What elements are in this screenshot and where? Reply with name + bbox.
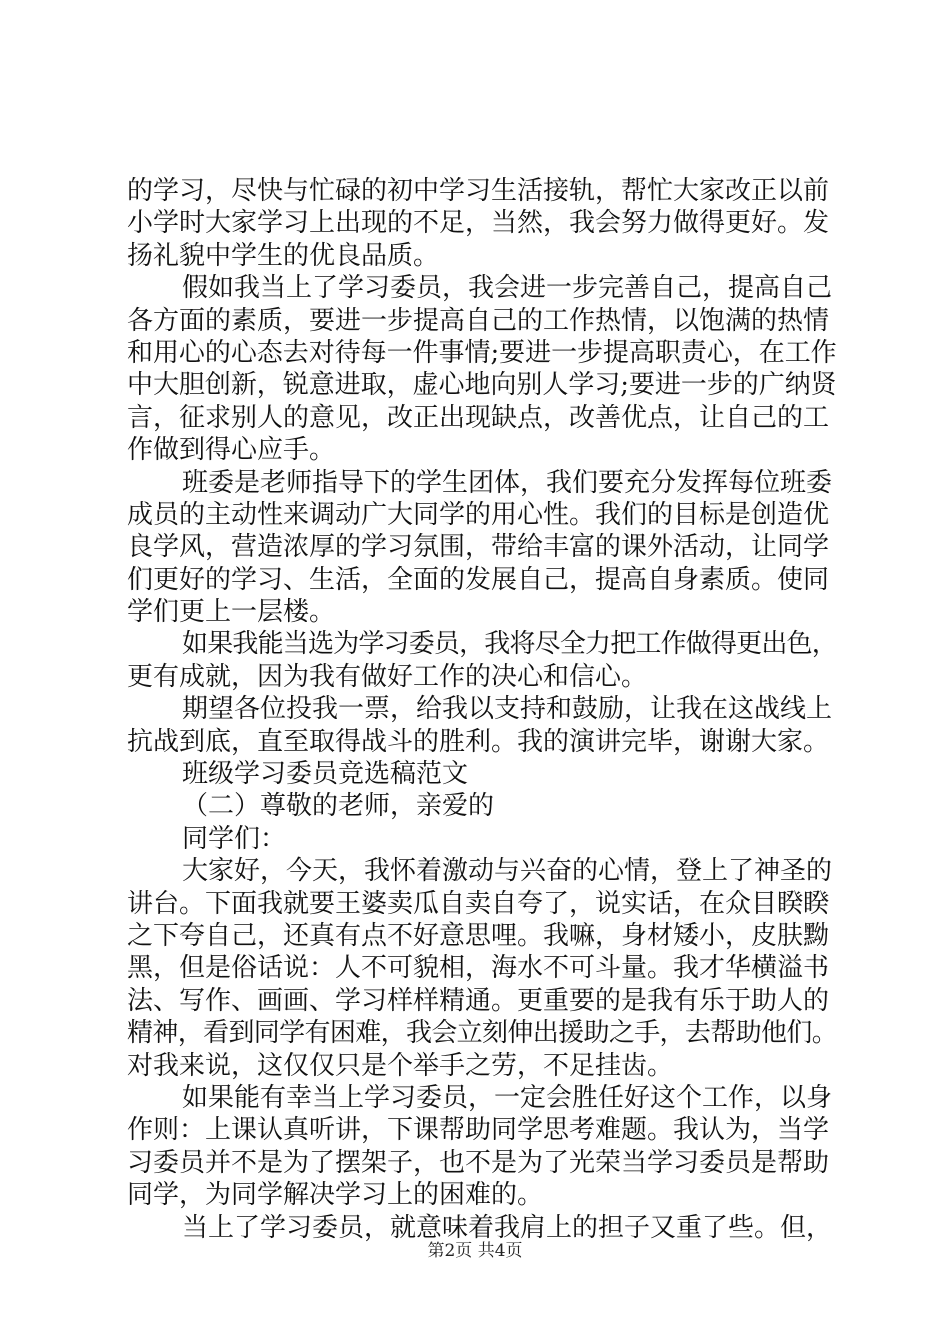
- page-footer: [0, 1240, 950, 1262]
- text-line: 各方面的素质，要进一步提高自己的工作热情，以饱满的热情: [127, 305, 830, 336]
- text-line: 良学风，营造浓厚的学习氛围，带给丰富的课外活动，让同学: [127, 532, 830, 563]
- text-line: 如果我能当选为学习委员，我将尽全力把工作做得更出色，: [182, 629, 837, 660]
- text-line: 黑，但是俗话说：人不可貌相，海水不可斗量。我才华横溢书: [127, 953, 830, 984]
- text-line: 假如我当上了学习委员，我会进一步完善自己，提高自己: [182, 273, 833, 304]
- text-line: 和用心的心态去对待每一件事情;要进一步提高职责心，在工作: [127, 337, 837, 368]
- text-line: 们更好的学习、生活，全面的发展自己，提高自身素质。使同: [127, 564, 830, 595]
- text-line: 成员的主动性来调动广大同学的用心性。我们的目标是创造优: [127, 499, 830, 530]
- text-line: 言，征求别人的意见，改正出现缺点，改善优点，让自己的工: [127, 402, 830, 433]
- text-line: 如果能有幸当上学习委员，一定会胜任好这个工作，以身: [182, 1082, 833, 1113]
- text-line: 班委是老师指导下的学生团体，我们要充分发挥每位班委: [182, 467, 833, 498]
- text-line: 对我来说，这仅仅只是个举手之劳，不足挂齿。: [127, 1050, 674, 1081]
- text-line: 小学时大家学习上出现的不足，当然，我会努力做得更好。发: [127, 208, 830, 239]
- text-line: 更有成就，因为我有做好工作的决心和信心。: [127, 661, 648, 692]
- text-line: 之下夸自己，还真有点不好意思哩。我嘛，身材矮小，皮肤黝: [127, 920, 830, 951]
- text-line: 扬礼貌中学生的优良品质。: [127, 240, 440, 271]
- text-line: 当上了学习委员，就意味着我肩上的担子又重了些。但，: [182, 1212, 833, 1243]
- text-line: 期望各位投我一票，给我以支持和鼓励，让我在这战线上: [182, 694, 833, 725]
- text-line: 同学们：: [182, 823, 287, 854]
- page-number: 第2页 共4页: [427, 1241, 523, 1261]
- text-line: 法、写作、画画、学习样样精通。更重要的是我有乐于助人的: [127, 985, 830, 1016]
- text-line: 中大胆创新，锐意进取，虚心地向别人学习;要进一步的广纳贤: [127, 370, 837, 401]
- text-line: 同学，为同学解决学习上的困难的。: [127, 1180, 544, 1211]
- text-line: 抗战到底，直至取得战斗的胜利。我的演讲完毕，谢谢大家。: [127, 726, 830, 757]
- text-line: 大家好，今天，我怀着激动与兴奋的心情，登上了神圣的: [182, 856, 833, 887]
- text-line: 作则：上课认真听讲，下课帮助同学思考难题。我认为，当学: [127, 1115, 830, 1146]
- text-line: 班级学习委员竞选稿范文: [182, 759, 469, 790]
- text-line: 的学习，尽快与忙碌的初中学习生活接轨，帮忙大家改正以前: [127, 176, 830, 206]
- text-line: 学们更上一层楼。: [127, 597, 336, 628]
- document-body: [127, 175, 837, 1244]
- text-line: 习委员并不是为了摆架子，也不是为了光荣当学习委员是帮助: [127, 1147, 830, 1178]
- text-line: （二）尊敬的老师，亲爱的: [182, 791, 495, 822]
- text-line: 精神，看到同学有困难，我会立刻伸出援助之手，去帮助他们。: [127, 1018, 838, 1049]
- text-line: 讲台。下面我就要王婆卖瓜自卖自夸了，说实话，在众目睽睽: [127, 888, 830, 919]
- text-line: 作做到得心应手。: [127, 435, 336, 466]
